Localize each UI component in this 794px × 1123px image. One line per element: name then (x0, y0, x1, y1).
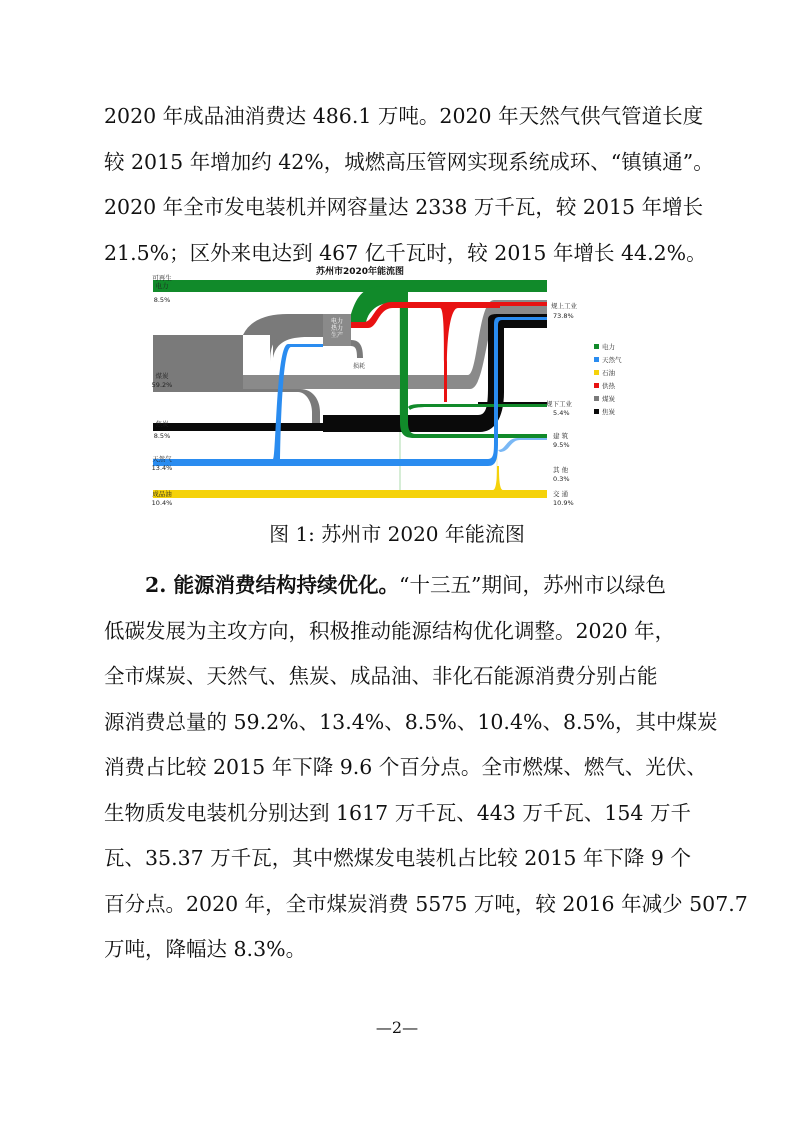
legend-swatch (594, 370, 599, 375)
diagram-title: 苏州市2020年能流图 (315, 267, 405, 277)
sink-label-small-industry: 规下工业 (546, 400, 572, 408)
coke-main-flow (323, 314, 547, 432)
sink-label-other: 其 他 (553, 466, 569, 474)
natural-gas-main-flow (273, 317, 547, 466)
paragraph-line: 全市煤炭、天然气、焦炭、成品油、非化石能源消费分别占能 (104, 664, 658, 688)
paragraph-line: 21.5%；区外来电达到 467 亿千瓦时，较 2015 年增长 44.2%。 (104, 240, 707, 265)
paragraph-line: 较 2015 年增加约 42%，城燃高压管网实现系统成环、“镇镇通”。 (104, 149, 714, 174)
source-share-coal: 59.2% (151, 381, 173, 389)
source-share-gas: 13.4% (151, 464, 173, 472)
legend-label: 煤炭 (602, 395, 615, 403)
sink-label-large-industry: 规上工业 (551, 302, 577, 310)
sink-share-building: 9.5% (553, 441, 570, 449)
paragraph-line (104, 563, 680, 609)
legend-label: 焦炭 (602, 408, 615, 416)
legend-label: 石油 (602, 369, 615, 377)
source-label-coal: 煤炭 (155, 372, 169, 380)
legend-swatch (594, 396, 599, 401)
legend-label: 电力 (602, 343, 615, 351)
source-label-gas: 天然气 (152, 455, 172, 463)
sink-share-transport: 10.9% (553, 499, 574, 507)
loss-label: 损耗 (352, 363, 366, 370)
legend-swatch (594, 409, 599, 414)
energy-flow-diagram (148, 262, 648, 514)
figure-caption: 图 1: 苏州市 2020 年能流图 (269, 522, 525, 546)
sink-label-transport: 交 通 (553, 490, 569, 498)
sink-share-small-industry: 5.4% (553, 409, 570, 417)
paragraph-line-text: “十三五”期间，苏州市以绿色 (399, 573, 667, 597)
page-number: —2— (375, 1018, 419, 1037)
paragraph-2 (104, 563, 748, 973)
section-heading: 2. 能源消费结构持续优化。 (145, 573, 400, 597)
natural-gas-to-building (498, 438, 547, 452)
legend-label: 供热 (602, 382, 615, 390)
renewable-source-bar (153, 280, 547, 292)
coke-source-bar (153, 423, 323, 431)
paragraph-line: 万吨，降幅达 8.3%。 (104, 937, 307, 961)
paragraph-line: 瓦、35.37 万千瓦，其中燃煤发电装机占比较 2015 年下降 9 个 (104, 846, 691, 870)
oil-source-bar (153, 490, 547, 498)
sink-share-large-industry: 73.8% (553, 312, 574, 320)
source-label-coke: 焦炭 (155, 420, 169, 428)
sink-share-other: 0.3% (553, 475, 570, 483)
heat-to-industry-end (488, 302, 547, 306)
paragraph-line: 低碳发展为主攻方向，积极推动能源结构优化调整。2020 年， (104, 618, 676, 643)
legend-label: 天然气 (602, 356, 622, 364)
electricity-to-small-industry (408, 404, 547, 410)
source-label-oil: 成品油 (152, 490, 172, 498)
paragraph-line: 源消费总量的 59.2%、13.4%、8.5%、10.4%、8.5%，其中煤炭 (104, 709, 718, 734)
legend-swatch (594, 344, 599, 349)
paragraph-1 (104, 94, 714, 276)
sink-label-building: 建 筑 (553, 432, 569, 440)
legend-swatch (594, 357, 599, 362)
paragraph-line: 2020 年成品油消费达 486.1 万吨。2020 年天然气供气管道长度 (104, 104, 704, 128)
power-heat-node-label: 电力热力生产 (330, 318, 344, 339)
source-share-renewable: 8.5% (153, 296, 171, 304)
coal-to-loss (351, 340, 363, 358)
source-share-oil: 10.4% (151, 499, 173, 507)
paragraph-line: 消费占比较 2015 年下降 9.6 个百分点。全市燃煤、燃气、光伏、 (104, 755, 707, 779)
legend (594, 342, 622, 416)
paragraph-line: 百分点。2020 年，全市煤炭消费 5575 万吨，较 2016 年减少 507.7 (104, 891, 748, 916)
source-label-renewable: 可再生电力 (152, 274, 172, 290)
paragraph-line: 生物质发电装机分别达到 1617 万千瓦、443 万千瓦、154 万千 (104, 800, 691, 825)
source-share-coke: 8.5% (153, 432, 171, 440)
legend-swatch (594, 383, 599, 388)
oil-to-other (493, 466, 503, 490)
paragraph-line: 2020 年全市发电装机并网容量达 2338 万千瓦，较 2015 年增长 (104, 195, 704, 219)
